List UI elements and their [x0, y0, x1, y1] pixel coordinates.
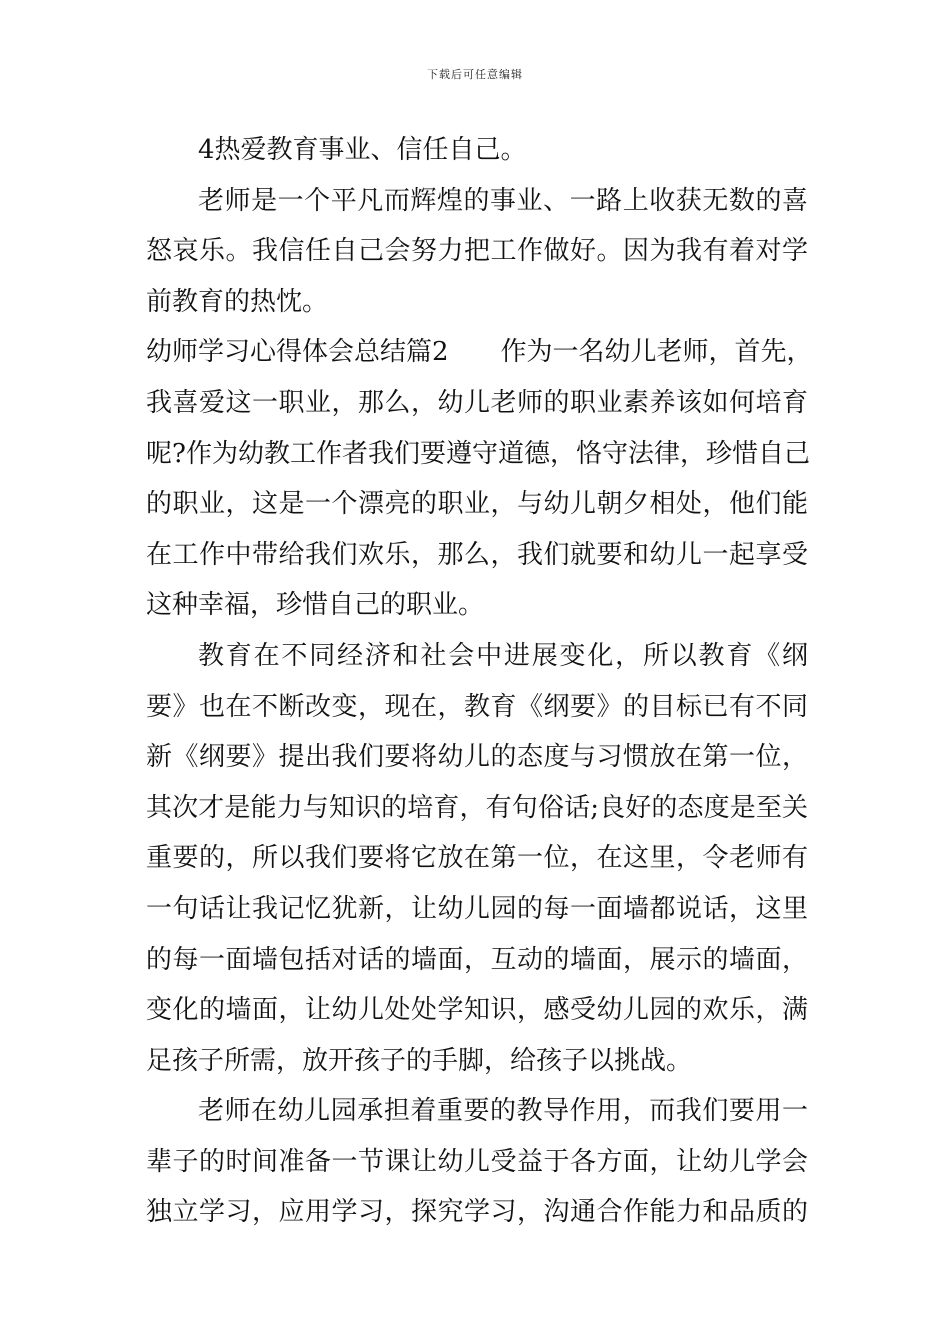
document-body — [146, 125, 813, 1238]
text-line: 重要的，所以我们要将它放在第一位，在这里，令老师有 — [146, 843, 808, 874]
text-line: 老师是一个平凡而辉煌的事业、一路上收获无数的喜 — [198, 185, 808, 216]
text-line: 在工作中带给我们欢乐，那么，我们就要和幼儿一起享受 — [146, 539, 808, 570]
text-line: 辈子的时间准备一节课让幼儿受益于各方面，让幼儿学会 — [146, 1146, 808, 1177]
text-line: 变化的墙面，让幼儿处处学知识，感受幼儿园的欢乐，满 — [146, 995, 808, 1026]
text-line: 的职业，这是一个漂亮的职业，与幼儿朝夕相处，他们能 — [146, 489, 808, 520]
text-line: 老师在幼儿园承担着重要的教导作用，而我们要用一 — [198, 1096, 808, 1127]
text-line: 我喜爱这一职业，那么，幼儿老师的职业素养该如何培育 — [146, 387, 808, 418]
text-line: 新《纲要》提出我们要将幼儿的态度与习惯放在第一位， — [146, 742, 808, 773]
text-line: 足孩子所需，放开孩子的手脚，给孩子以挑战。 — [146, 1045, 693, 1076]
text-line: 这种幸福，珍惜自己的职业。 — [146, 590, 485, 621]
text-line: 4热爱教育事业、信任自己。 — [198, 135, 527, 165]
section-title-line: 幼师学习心得体会总结篇2 作为一名幼儿老师，首先， — [146, 337, 813, 368]
text-line: 要》也在不断改变，现在，教育《纲要》的目标已有不同 — [146, 691, 808, 722]
text-line: 一句话让我记忆犹新，让幼儿园的每一面墙都说话，这里 — [146, 893, 808, 924]
text-line: 其次才是能力与知识的培育，有句俗话;良好的态度是至关 — [146, 792, 808, 823]
page-header: 下载后可任意编辑 — [427, 68, 523, 81]
text-line: 呢?作为幼教工作者我们要遵守道德，恪守法律，珍惜自己 — [146, 438, 810, 469]
text-line: 独立学习，应用学习，探究学习，沟通合作能力和品质的 — [146, 1197, 808, 1228]
text-line: 教育在不同经济和社会中进展变化，所以教育《纲 — [198, 640, 808, 671]
text-line: 的每一面墙包括对话的墙面，互动的墙面，展示的墙面， — [146, 944, 808, 975]
text-line: 前教育的热忱。 — [146, 286, 329, 317]
text-line: 怒哀乐。我信任自己会努力把工作做好。因为我有着对学 — [146, 236, 808, 267]
